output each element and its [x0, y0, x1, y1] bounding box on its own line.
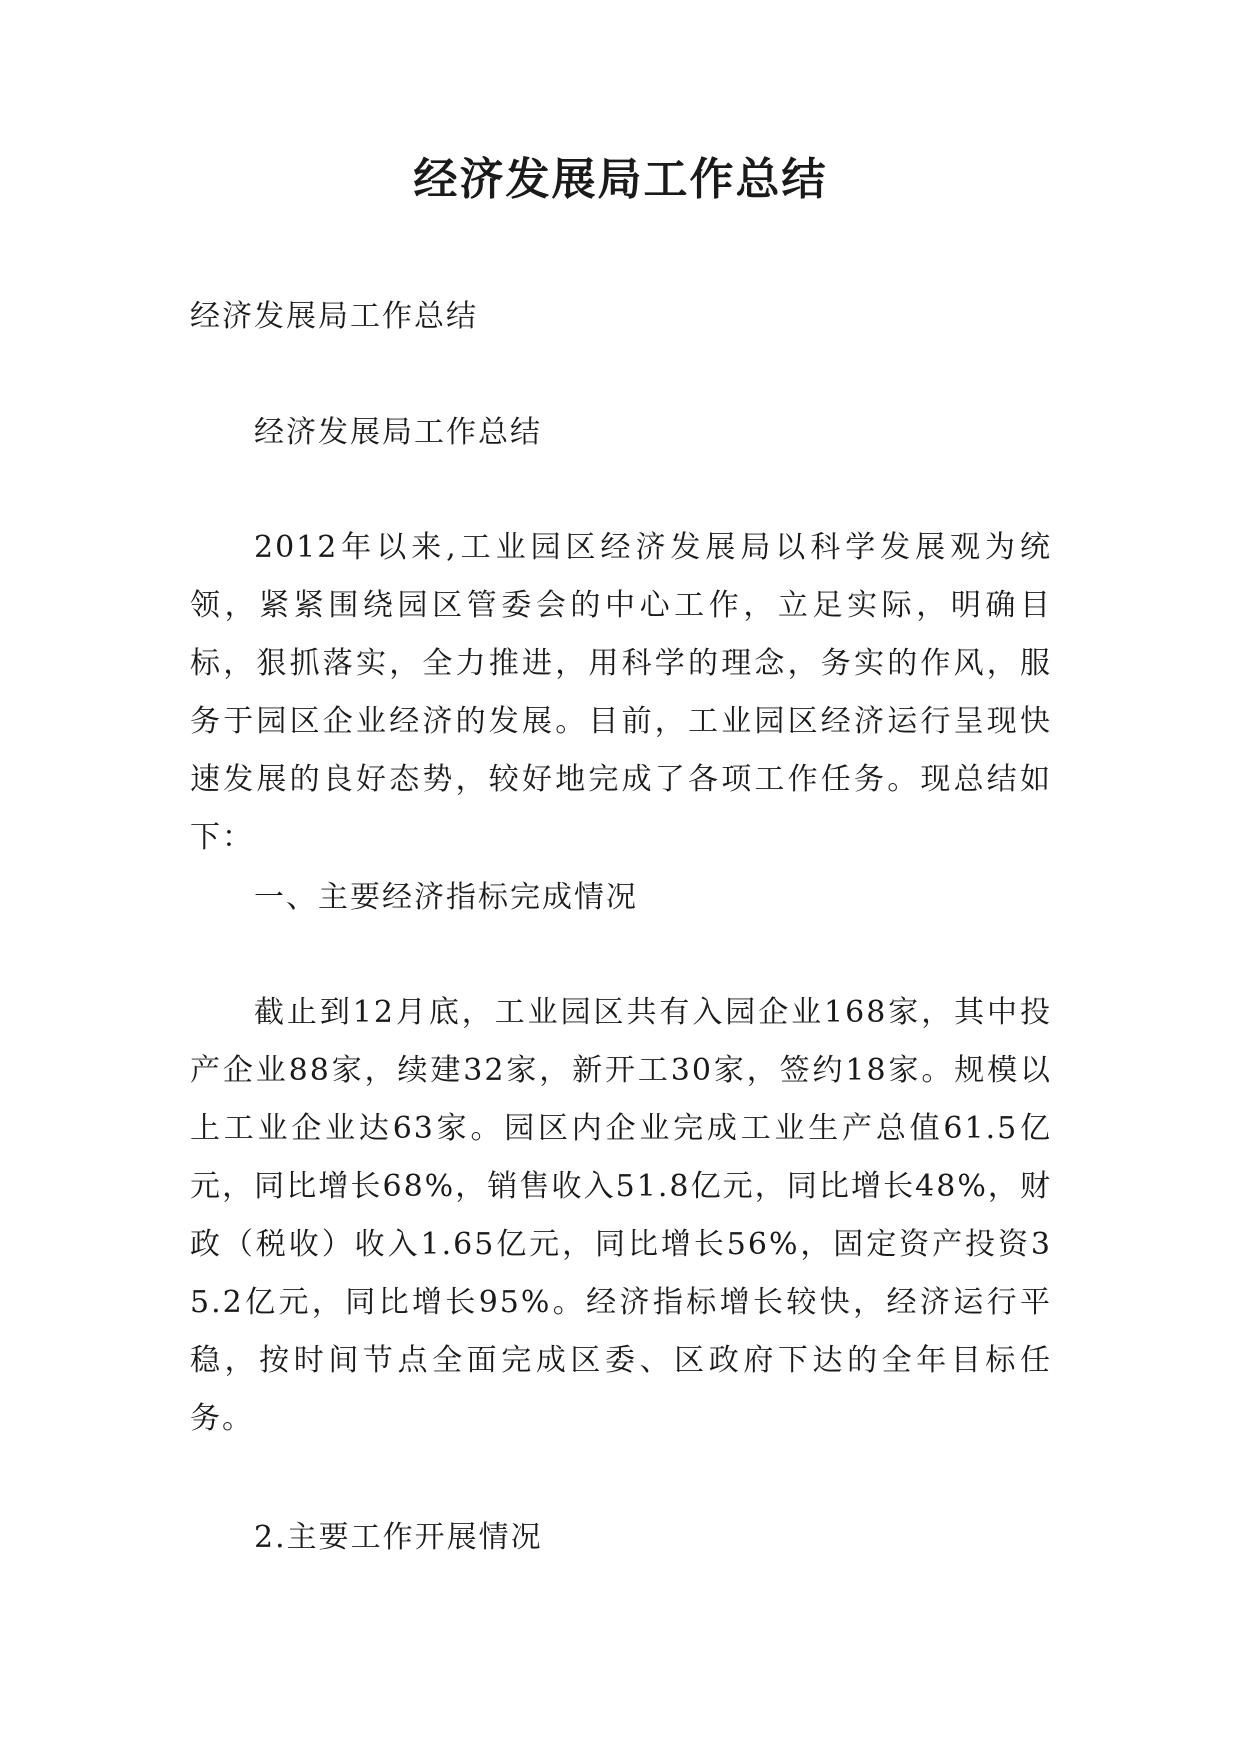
document-heading-repeat: 经济发展局工作总结	[254, 415, 542, 450]
section-1-paragraph: 截止到12月底，工业园区共有入园企业168家，其中投产企业88家，续建32家，新开工30家，签约18家。规模以上工业企业达63家。园区内企业完成工业生产总值61.5亿元，同比增长68%，销售收入51.8亿元，同比增长48%，财政（税收）收入1.65亿元，同比增长56%，固定资产投资35.2亿元，同比增长95%。经济指标增长较快，经济运行平稳，按时间节点全面完成区委、区政府下达的全年目标任务。	[190, 995, 1052, 1436]
section-2-heading: 2.主要工作开展情况	[254, 1520, 543, 1555]
intro-paragraph: 2012年以来,工业园区经济发展局以科学发展观为统领，紧紧围绕园区管委会的中心工作，立足实际，明确目标，狠抓落实，全力推进，用科学的理念，务实的作风，服务于园区企业经济的发展。目前，工业园区经济运行呈现快速发展的良好态势，较好地完成了各项工作任务。现总结如下：	[190, 530, 1052, 855]
document-title: 经济发展局工作总结	[413, 154, 828, 205]
section-1-heading: 一、主要经济指标完成情况	[254, 880, 638, 915]
document-subtitle: 经济发展局工作总结	[190, 299, 478, 334]
